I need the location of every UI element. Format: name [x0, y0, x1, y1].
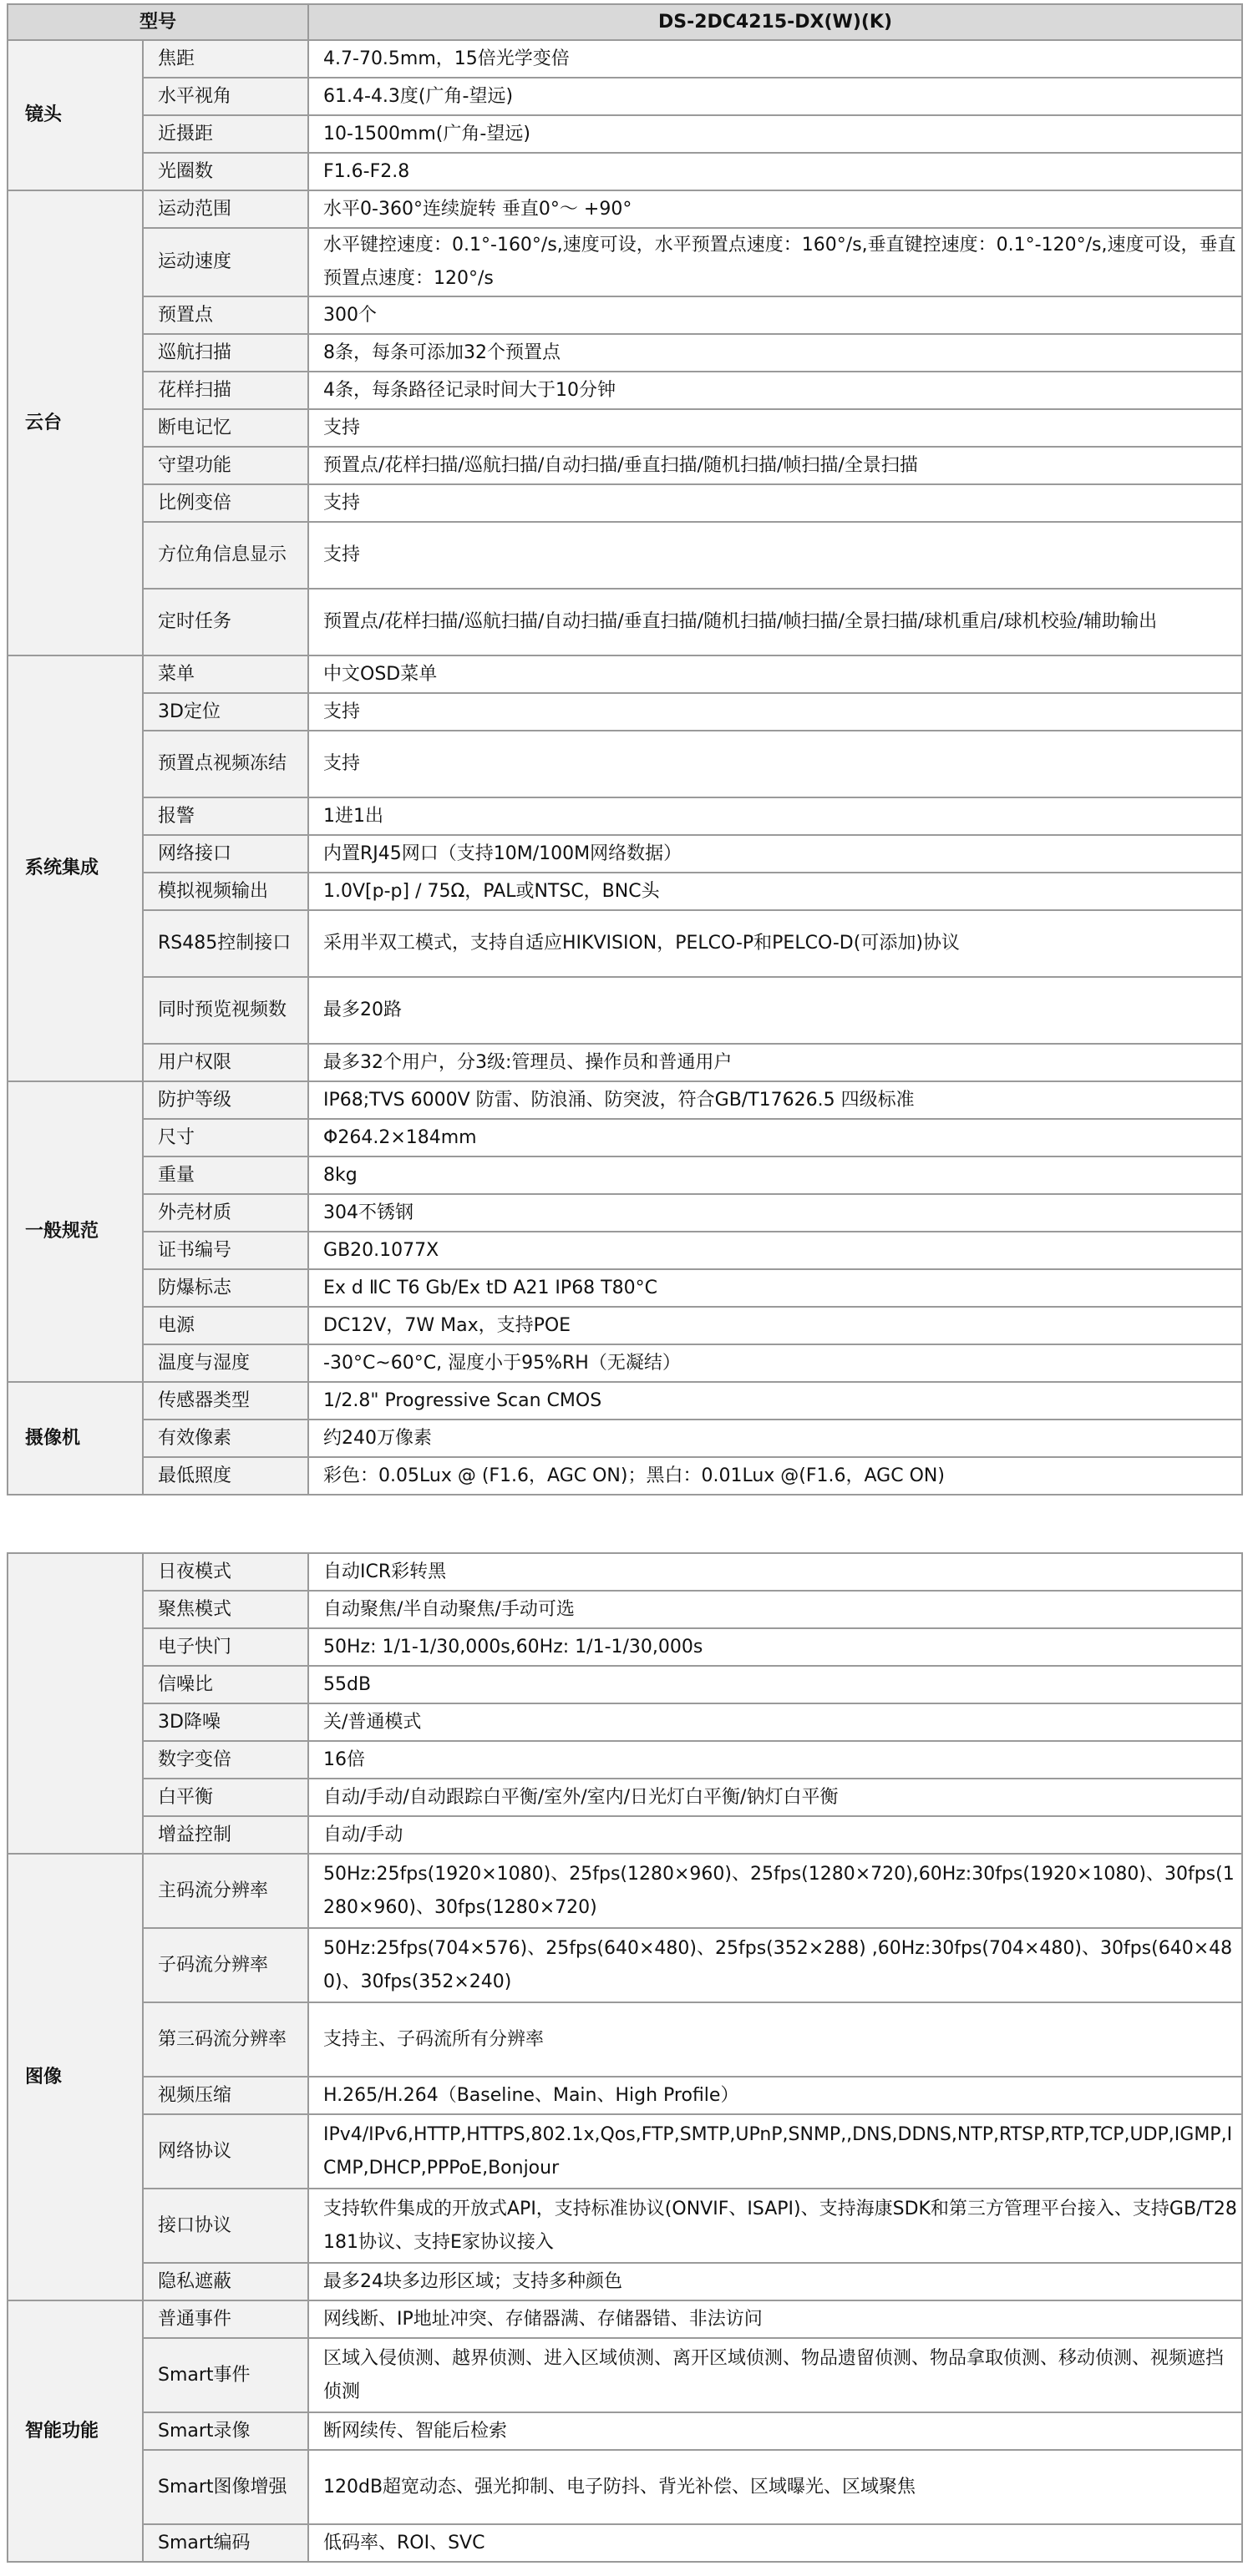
- spec-key: 温度与湿度: [143, 1344, 308, 1382]
- spec-key: 尺寸: [143, 1119, 308, 1156]
- spec-value: 支持: [308, 484, 1242, 522]
- spec-table-lower: [7, 1552, 1243, 2563]
- spec-key: Smart图像增强: [143, 2450, 308, 2524]
- spec-row: [8, 873, 1242, 910]
- spec-value: F1.6-F2.8: [308, 153, 1242, 190]
- spec-key: 网络协议: [143, 2114, 308, 2189]
- spec-key: 3D定位: [143, 693, 308, 731]
- spec-value: IP68;TVS 6000V 防雷、防浪涌、防突波，符合GB/T17626.5 四级标准: [308, 1081, 1242, 1119]
- spec-value: Ex d ⅡC T6 Gb/Ex tD A21 IP68 T80°C: [308, 1269, 1242, 1307]
- spec-value: 8条，每条可添加32个预置点: [308, 334, 1242, 372]
- spec-key: 运动速度: [143, 228, 308, 296]
- spec-row: [8, 1420, 1242, 1457]
- spec-row: [8, 1779, 1242, 1816]
- spec-value: DC12V，7W Max，支持POE: [308, 1307, 1242, 1344]
- spec-row: [8, 522, 1242, 589]
- spec-row: [8, 1081, 1242, 1119]
- spec-row: [8, 372, 1242, 409]
- spec-row: [8, 2263, 1242, 2300]
- spec-row: [8, 1382, 1242, 1420]
- spec-key: 焦距: [143, 40, 308, 78]
- spec-key: Smart编码: [143, 2524, 308, 2562]
- spec-key: 接口协议: [143, 2189, 308, 2263]
- spec-value: 支持主、子码流所有分辨率: [308, 2002, 1242, 2077]
- spec-row: [8, 1156, 1242, 1194]
- spec-key: 光圈数: [143, 153, 308, 190]
- spec-key: 用户权限: [143, 1044, 308, 1081]
- spec-key: 近摄距: [143, 115, 308, 153]
- spec-row: [8, 2189, 1242, 2263]
- spec-value: 断网续传、智能后检索: [308, 2412, 1242, 2450]
- spec-row: [8, 2114, 1242, 2189]
- spec-row: [8, 1307, 1242, 1344]
- spec-row: [8, 1928, 1242, 2002]
- spec-key: 菜单: [143, 655, 308, 693]
- spec-key: 防爆标志: [143, 1269, 308, 1307]
- spec-value: 采用半双工模式，支持自适应HIKVISION，PELCO-P和PELCO-D(可添加)协议: [308, 910, 1242, 977]
- spec-key: 水平视角: [143, 78, 308, 115]
- spec-key: 预置点: [143, 296, 308, 334]
- spec-row: [8, 115, 1242, 153]
- spec-key: 运动范围: [143, 190, 308, 228]
- spec-key: 防护等级: [143, 1081, 308, 1119]
- group-label: 云台: [8, 190, 143, 655]
- spec-value: 自动ICR彩转黑: [308, 1553, 1242, 1591]
- spec-key: 第三码流分辨率: [143, 2002, 308, 2077]
- spec-value: 4.7-70.5mm，15倍光学变倍: [308, 40, 1242, 78]
- spec-row: [8, 2450, 1242, 2524]
- spec-key: 外壳材质: [143, 1194, 308, 1232]
- spec-key: 日夜模式: [143, 1553, 308, 1591]
- header-model: DS-2DC4215-DX(W)(K): [308, 4, 1242, 40]
- group-label: 图像: [8, 1854, 143, 2300]
- spec-row: [8, 1044, 1242, 1081]
- spec-row: [8, 228, 1242, 296]
- spec-key: 子码流分辨率: [143, 1928, 308, 2002]
- spec-value: 16倍: [308, 1741, 1242, 1779]
- spec-value: 300个: [308, 296, 1242, 334]
- spec-value: 自动聚焦/半自动聚焦/手动可选: [308, 1591, 1242, 1628]
- spec-value: GB20.1077X: [308, 1232, 1242, 1269]
- group-label: 系统集成: [8, 655, 143, 1081]
- spec-value: 约240万像素: [308, 1420, 1242, 1457]
- spec-key: 有效像素: [143, 1420, 308, 1457]
- spec-key: 隐私遮蔽: [143, 2263, 308, 2300]
- spec-row: [8, 1703, 1242, 1741]
- spec-value: Φ264.2×184mm: [308, 1119, 1242, 1156]
- spec-row: [8, 797, 1242, 835]
- spec-key: 同时预览视频数: [143, 977, 308, 1044]
- spec-key: Smart录像: [143, 2412, 308, 2450]
- spec-key: RS485控制接口: [143, 910, 308, 977]
- spec-value: 120dB超宽动态、强光抑制、电子防抖、背光补偿、区域曝光、区域聚焦: [308, 2450, 1242, 2524]
- spec-key: 最低照度: [143, 1457, 308, 1495]
- spec-value: 网线断、IP地址冲突、存储器满、存储器错、非法访问: [308, 2300, 1242, 2338]
- spec-key: 方位角信息显示: [143, 522, 308, 589]
- spec-key: 断电记忆: [143, 409, 308, 447]
- spec-key: 网络接口: [143, 835, 308, 873]
- spec-row: [8, 1269, 1242, 1307]
- spec-key: 传感器类型: [143, 1382, 308, 1420]
- spec-row: [8, 1344, 1242, 1382]
- spec-key: 主码流分辨率: [143, 1854, 308, 1928]
- spec-value: 低码率、ROI、SVC: [308, 2524, 1242, 2562]
- group-label: [8, 1553, 143, 1854]
- spec-value: 预置点/花样扫描/巡航扫描/自动扫描/垂直扫描/随机扫描/帧扫描/全景扫描/球机重启/球机校验/辅助输出: [308, 589, 1242, 655]
- spec-row: [8, 2338, 1242, 2412]
- spec-row: [8, 589, 1242, 655]
- spec-row: [8, 1741, 1242, 1779]
- spec-key: 花样扫描: [143, 372, 308, 409]
- spec-row: [8, 1816, 1242, 1854]
- spec-row: [8, 731, 1242, 797]
- spec-key: 聚焦模式: [143, 1591, 308, 1628]
- spec-key: 普通事件: [143, 2300, 308, 2338]
- spec-key: 预置点视频冻结: [143, 731, 308, 797]
- spec-value: 关/普通模式: [308, 1703, 1242, 1741]
- spec-value: 预置点/花样扫描/巡航扫描/自动扫描/垂直扫描/随机扫描/帧扫描/全景扫描: [308, 447, 1242, 484]
- spec-value: 区域入侵侦测、越界侦测、进入区域侦测、离开区域侦测、物品遗留侦测、物品拿取侦测、移动侦测、视频遮挡侦测: [308, 2338, 1242, 2412]
- spec-row: [8, 977, 1242, 1044]
- spec-row: [8, 2300, 1242, 2338]
- spec-value: 自动/手动/自动跟踪白平衡/室外/室内/日光灯白平衡/钠灯白平衡: [308, 1779, 1242, 1816]
- spec-value: 内置RJ45网口（支持10M/100M网络数据）: [308, 835, 1242, 873]
- spec-row: [8, 1232, 1242, 1269]
- spec-value: 1进1出: [308, 797, 1242, 835]
- spec-value: 61.4-4.3度(广角-望远): [308, 78, 1242, 115]
- spec-row: [8, 2002, 1242, 2077]
- spec-row: [8, 2077, 1242, 2114]
- spec-row: [8, 835, 1242, 873]
- spec-key: 视频压缩: [143, 2077, 308, 2114]
- spec-value: 最多20路: [308, 977, 1242, 1044]
- spec-value: IPv4/IPv6,HTTP,HTTPS,802.1x,Qos,FTP,SMTP,UPnP,SNMP,,DNS,DDNS,NTP,RTSP,RTP,TCP,UDP,IGMP,ICMP,DHCP,PPPoE,Bonjour: [308, 2114, 1242, 2189]
- spec-key: 电源: [143, 1307, 308, 1344]
- spec-row: [8, 1457, 1242, 1495]
- spec-value: 最多32个用户，分3级:管理员、操作员和普通用户: [308, 1044, 1242, 1081]
- group-label: 摄像机: [8, 1382, 143, 1495]
- spec-row: [8, 334, 1242, 372]
- spec-value: 50Hz:25fps(1920×1080)、25fps(1280×960)、25fps(1280×720),60Hz:30fps(1920×1080)、30fps(1280×960)、30fps(1280×720): [308, 1854, 1242, 1928]
- spec-key: 巡航扫描: [143, 334, 308, 372]
- spec-value: 彩色：0.05Lux @ (F1.6，AGC ON)；黑白：0.01Lux @(F1.6，AGC ON): [308, 1457, 1242, 1495]
- spec-value: 水平键控速度：0.1°-160°/s,速度可设，水平预置点速度：160°/s,垂直键控速度：0.1°-120°/s,速度可设，垂直预置点速度：120°/s: [308, 228, 1242, 296]
- spec-row: [8, 296, 1242, 334]
- spec-row: [8, 1666, 1242, 1703]
- spec-row: [8, 190, 1242, 228]
- spec-key: 比例变倍: [143, 484, 308, 522]
- spec-value: 最多24块多边形区域；支持多种颜色: [308, 2263, 1242, 2300]
- spec-key: 重量: [143, 1156, 308, 1194]
- spec-key: 模拟视频输出: [143, 873, 308, 910]
- spec-value: 自动/手动: [308, 1816, 1242, 1854]
- spec-row: [8, 447, 1242, 484]
- header-row: [8, 4, 1242, 40]
- group-label: 镜头: [8, 40, 143, 190]
- header-label: 型号: [8, 4, 308, 40]
- spec-row: [8, 1854, 1242, 1928]
- spec-value: 1.0V[p-p] / 75Ω，PAL或NTSC，BNC头: [308, 873, 1242, 910]
- spec-row: [8, 1628, 1242, 1666]
- spec-row: [8, 484, 1242, 522]
- spec-key: 报警: [143, 797, 308, 835]
- spec-value: 55dB: [308, 1666, 1242, 1703]
- spec-row: [8, 1119, 1242, 1156]
- spec-value: 50Hz:25fps(704×576)、25fps(640×480)、25fps(352×288) ,60Hz:30fps(704×480)、30fps(640×480)、30fps(352×240): [308, 1928, 1242, 2002]
- spec-key: Smart事件: [143, 2338, 308, 2412]
- spec-value: 50Hz: 1/1-1/30,000s,60Hz: 1/1-1/30,000s: [308, 1628, 1242, 1666]
- spec-value: 支持: [308, 522, 1242, 589]
- spec-value: 10-1500mm(广角-望远): [308, 115, 1242, 153]
- spec-value: 8kg: [308, 1156, 1242, 1194]
- spec-row: [8, 910, 1242, 977]
- spec-value: 中文OSD菜单: [308, 655, 1242, 693]
- group-label: 一般规范: [8, 1081, 143, 1382]
- spec-key: 增益控制: [143, 1816, 308, 1854]
- spec-value: 4条，每条路径记录时间大于10分钟: [308, 372, 1242, 409]
- spec-row: [8, 2524, 1242, 2562]
- spec-value: 304不锈钢: [308, 1194, 1242, 1232]
- spec-value: 支持: [308, 409, 1242, 447]
- spec-value: 水平0-360°连续旋转 垂直0°～ +90°: [308, 190, 1242, 228]
- spec-key: 信噪比: [143, 1666, 308, 1703]
- group-label: 智能功能: [8, 2300, 143, 2562]
- spec-key: 守望功能: [143, 447, 308, 484]
- spec-key: 3D降噪: [143, 1703, 308, 1741]
- spec-key: 电子快门: [143, 1628, 308, 1666]
- spec-value: -30°C~60°C, 湿度小于95%RH（无凝结）: [308, 1344, 1242, 1382]
- spec-key: 定时任务: [143, 589, 308, 655]
- spec-row: [8, 1553, 1242, 1591]
- spec-row: [8, 693, 1242, 731]
- spec-value: H.265/H.264（Baseline、Main、High Profile）: [308, 2077, 1242, 2114]
- spec-row: [8, 40, 1242, 78]
- spec-row: [8, 153, 1242, 190]
- spec-row: [8, 1591, 1242, 1628]
- spec-row: [8, 78, 1242, 115]
- spec-row: [8, 2412, 1242, 2450]
- spec-value: 支持软件集成的开放式API，支持标准协议(ONVIF、ISAPI)、支持海康SDK和第三方管理平台接入、支持GB/T28181协议、支持E家协议接入: [308, 2189, 1242, 2263]
- spec-row: [8, 1194, 1242, 1232]
- spec-row: [8, 655, 1242, 693]
- spec-key: 数字变倍: [143, 1741, 308, 1779]
- spec-row: [8, 409, 1242, 447]
- spec-value: 支持: [308, 731, 1242, 797]
- spec-table-upper: [7, 3, 1243, 1495]
- spec-value: 1/2.8" Progressive Scan CMOS: [308, 1382, 1242, 1420]
- spec-key: 证书编号: [143, 1232, 308, 1269]
- spec-value: 支持: [308, 693, 1242, 731]
- spec-key: 白平衡: [143, 1779, 308, 1816]
